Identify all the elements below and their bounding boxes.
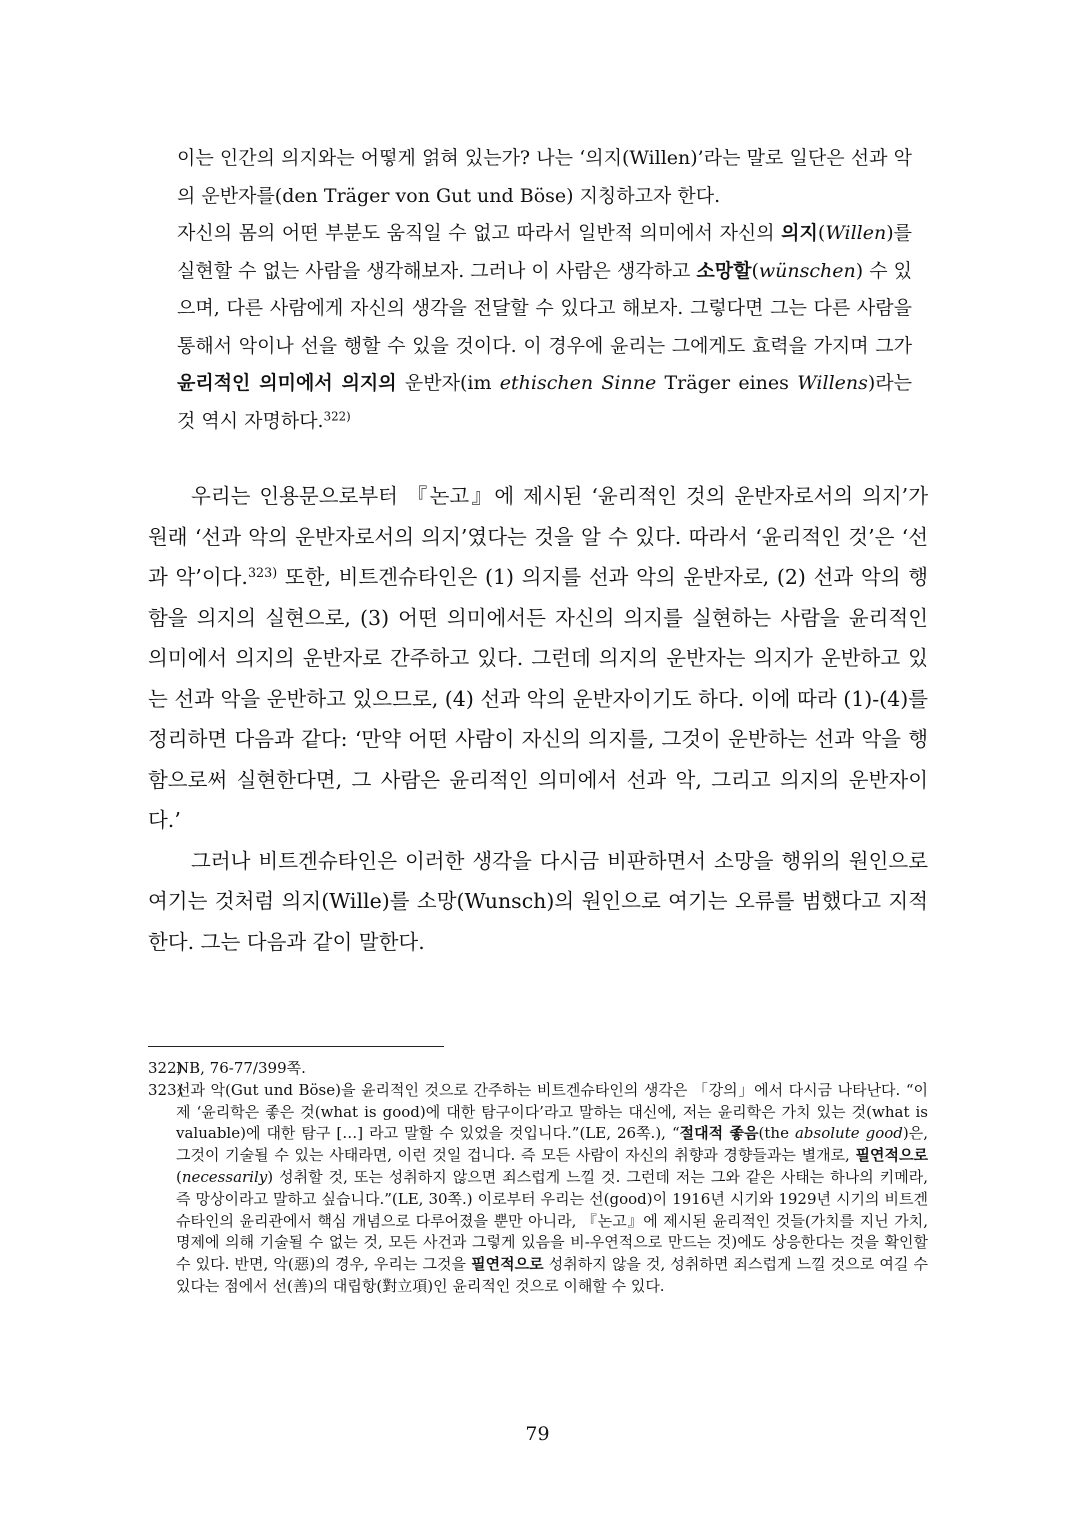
quote-paragraph-2 <box>177 215 912 440</box>
quote-text: 자신의 몸의 어떤 부분도 움직일 수 없고 따라서 일반적 의미에서 자신의 <box>177 222 782 244</box>
footnote-text-span: (the <box>758 1124 795 1143</box>
block-quotation <box>177 140 912 440</box>
emphasis-bold: 필연적으로 <box>471 1255 544 1274</box>
footnote-ref-323[interactable]: 323) <box>247 565 278 581</box>
quote-text: ( <box>817 222 826 244</box>
quote-text: 운반자(im <box>396 372 500 394</box>
page-number: 79 <box>525 1423 550 1445</box>
emphasis-italic: wünschen <box>758 259 856 282</box>
footnote-text-span: )은, 그것이 기술될 수 있는 사태라면, 이런 것일 겁니다. 즉 모든 사람이 자신의 취향과 경향들과는 별개로, <box>176 1124 928 1165</box>
footnote-text <box>176 1080 928 1298</box>
emphasis-bold: 의지 <box>781 222 818 244</box>
footnote-text: NB, 76-77/399쪽. <box>176 1059 306 1077</box>
body-text-span: 그러나 비트겐슈타인은 이러한 생각을 다시금 비판하면서 소망을 행위의 원인으로 여기는 것처럼 의지(Wille)를 소망(Wunsch)의 원인으로 여기는 오류를 범했다고 지적한다. 그는 다음과 같이 말한다. <box>148 848 928 954</box>
footnote-323 <box>148 1080 928 1298</box>
emphasis-bold: 필연적으로 <box>855 1146 928 1165</box>
emphasis-italic: Willens <box>797 372 868 394</box>
emphasis-bold: 절대적 좋음 <box>679 1124 759 1143</box>
footnote-separator <box>148 1046 444 1047</box>
footnotes <box>148 1058 928 1298</box>
emphasis-italic: Willen <box>825 222 887 244</box>
footnote-text-span: 성취하지 않을 것, 성취하면 죄스럽게 느낄 것으로 여길 수 있다는 점에서 선(善)의 대립항(對立項)인 윤리적인 것으로 이해할 수 있다. <box>176 1255 928 1295</box>
quote-text: Träger eines <box>656 372 798 394</box>
quote-text: )를 실현할 수 없는 사람을 생각해보자. 그러나 이 사람은 생각하고 <box>177 222 912 282</box>
footnote-text-span: ( <box>176 1167 182 1186</box>
body-text-span: 또한, 비트겐슈타인은 (1) 의지를 선과 악의 운반자로, (2) 선과 악의 행함을 의지의 실현으로, (3) 어떤 의미에서든 자신의 의지를 실현하는 사람을 윤리적인 의미에서 의지의 운반자로 간주하고 있다. 그런데 의지의 운반자는 의지가 운반하고 있는 선과 악을 운반하고 있으므로, (4) 선과 악의 운반자이기도 하다. 이에 따라 (1)-(4)를 정리하면 다음과 같다: ‘만약 어떤 사람이 자신의 의지를, 그것이 운반하는 선과 악을 행함으로써 실현한다면, 그 사람은 윤리적인 의미에서 선과 악, 그리고 의지의 운반자이다.’ <box>148 565 928 832</box>
quote-text: ( <box>751 259 759 282</box>
body-paragraph-1 <box>148 476 928 841</box>
footnote-number: 322) <box>148 1059 183 1077</box>
body-text-span: 우리는 인용문으로부터 『논고』에 제시된 ‘윤리적인 것의 운반자로서의 의지’가 원래 ‘선과 악의 운반자로서의 의지’였다는 것을 알 수 있다. 따라서 ‘윤리적인 것’은 ‘선과 악’이다. <box>148 484 928 589</box>
body-text <box>148 476 928 962</box>
footnote-number: 323) <box>148 1080 183 1099</box>
emphasis-bold: 윤리적인 의미에서 의지의 <box>177 372 397 394</box>
emphasis-italic: ethischen Sinne <box>499 372 657 394</box>
quote-paragraph-1 <box>177 140 912 215</box>
footnote-ref-322[interactable]: 322) <box>323 409 351 424</box>
quote-text: ) 수 있으며, 다른 사람에게 자신의 생각을 전달할 수 있다고 해보자. 그렇다면 그는 다른 사람을 통해서 악이나 선을 행할 수 있을 것이다. 이 경우에 윤리는 그에게도 효력을 가지며 그가 <box>177 259 913 357</box>
footnote-322 <box>148 1058 928 1080</box>
emphasis-italic: absolute good <box>794 1124 903 1143</box>
emphasis-bold: 소망할 <box>696 259 752 282</box>
quote-text: )라는 것 역시 자명하다. <box>177 372 912 432</box>
body-paragraph-2 <box>148 841 928 963</box>
footnote-text-span: 선과 악(Gut und Böse)을 윤리적인 것으로 간주하는 비트겐슈타인의 생각은 「강의」에서 다시금 나타난다. “이제 ‘윤리학은 좋은 것(what is good)에 대한 탐구이다’라고 말하는 대신에, 저는 윤리학은 가치 있는 것(what is valuable)에 대한 탐구 […] 라고 말할 수 있었을 것입니다.”(LE, 26쪽.), “ <box>176 1080 928 1143</box>
quote-text: 이는 인간의 의지와는 어떻게 얽혀 있는가? 나는 ‘의지(Willen)’라는 말로 일단은 선과 악의 운반자를(den Träger von Gut und Böse) 지칭하고자 한다. <box>177 147 912 207</box>
emphasis-italic: necessarily <box>181 1167 268 1186</box>
footnote-text-span: ) 성취할 것, 또는 성취하지 않으면 죄스럽게 느낄 것. 그런데 저는 그와 같은 사태는 하나의 키메라, 즉 망상이라고 말하고 싶습니다.”(LE, 30쪽.) 이로부터 우리는 선(good)이 1916년 시기와 1929년 시기의 비트겐슈타인의 윤리관에서 핵심 개념으로 다루어졌을 뿐만 아니라, 『논고』에 제시된 윤리적인 것들(가치를 지닌 가치, 명제에 의해 기술될 수 없는 것, 모든 사건과 그렇게 있음을 비-우연적으로 만드는 것)에도 상응한다는 것을 확인할 수 있다. 반면, 악(惡)의 경우, 우리는 그것을 <box>176 1167 928 1274</box>
